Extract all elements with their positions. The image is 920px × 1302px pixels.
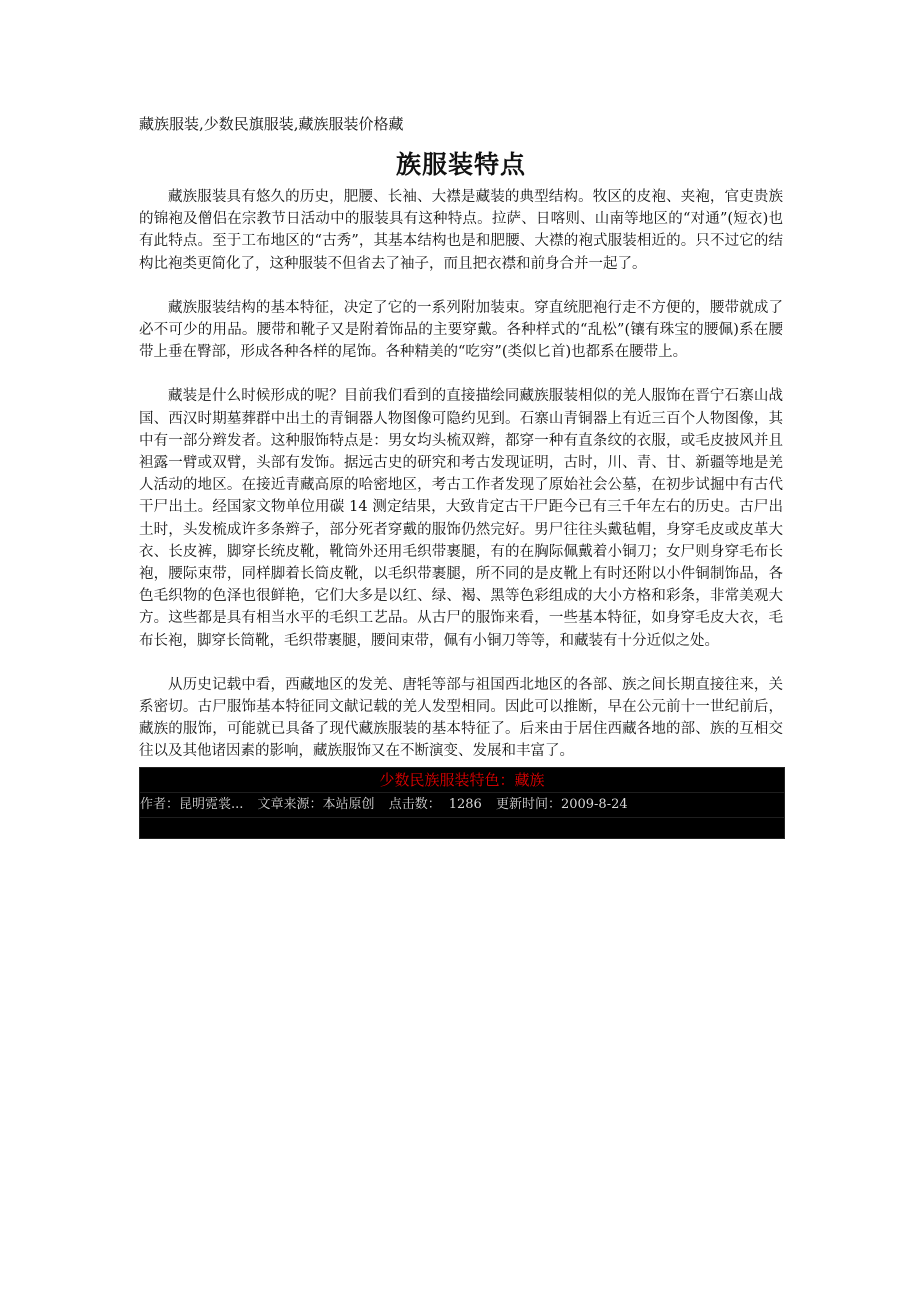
info-box-meta xyxy=(140,793,784,818)
info-box-empty-row xyxy=(140,818,784,838)
author-label: 作者：昆明霓裳... xyxy=(140,796,244,812)
click-count xyxy=(389,797,482,812)
document-page xyxy=(139,112,783,839)
paragraph-4: 从历史记载中看，西藏地区的发羌、唐牦等部与祖国西北地区的各部、族之间长期直接往来，关系密切。古尸服饰基本特征同文献记载的羌人发型相同。因此可以推断，早在公元前十一世纪前后，藏族的服饰，可能就已具备了现代藏族服装的基本特征了。后来由于居住西藏各地的部、族的互相交往以及其他诸因素的影响，藏族服饰又在不断演变、发展和丰富了。 xyxy=(139,676,783,760)
info-box-title[interactable]: 少数民族服装特色：藏族 xyxy=(140,768,784,793)
page-title: 族服装特点 xyxy=(395,150,526,179)
article-body xyxy=(139,186,783,763)
article-info-box xyxy=(139,767,785,839)
paragraph-3: 藏装是什么时候形成的呢？目前我们看到的直接描绘同藏族服装相似的羌人服饰在晋宁石寨山战国、西汉时期墓葬群中出土的青铜器人物图像可隐约见到。石寨山青铜器上有近三百个人物图像，其中有一部分辫发者。这种服饰特点是：男女均头梳双辫，都穿一种有直条纹的衣服，或毛皮披风并且袒露一臂或双臂，头部有发饰。据远古史的研究和考古发现证明，古时，川、青、甘、新疆等地是羌人活动的地区。在接近青藏高原的哈密地区，考古工作者发现了原始社会公墓，在初步试掘中有古代干尸出土。经国家文物单位用碳 14 测定结果，大致肯定古干尸距今已有三千年左右的历史。古尸出土时，头发梳成许多条辫子，部分死者穿戴的服饰仍然完好。男尸往往头戴毡帽，身穿毛皮或皮革大衣、长皮裤，脚穿长统皮靴，靴筒外还用毛织带裹腿，有的在胸际佩戴着小铜刀；女尸则身穿毛布长袍，腰际束带，同样脚着长筒皮靴，以毛织带裹腿，所不同的是皮靴上有时还附以小件铜制饰品，各色毛织物的色泽也很鲜艳，它们大多是以红、绿、褐、黑等色彩组成的大小方格和彩条，非常美观大方。这些都是具有相当水平的毛织工艺品。从古尸的服饰来看，一些基本特征，如身穿毛皮大衣，毛布长袍，脚穿长筒靴，毛织带裹腿，腰间束带，佩有小铜刀等等，和藏装有十分近似之处。 xyxy=(139,388,783,649)
click-count-value: 1286 xyxy=(448,796,482,812)
paragraph-2: 藏族服装结构的基本特征，决定了它的一系列附加装束。穿直统肥袍行走不方便的，腰带就成了必不可少的用品。腰带和靴子又是附着饰品的主要穿戴。各种样式的“乱松”(镶有珠宝的腰佩)系在腰带上垂在臀部，形成各种各样的尾饰。各种精美的“吃穷”(类似匕首)也都系在腰带上。 xyxy=(139,299,783,361)
update-time: 更新时间：2009-8-24 xyxy=(495,796,628,812)
source-label: 文章来源：本站原创 xyxy=(257,796,375,812)
paragraph-1: 藏族服装具有悠久的历史，肥腰、长袖、大襟是藏装的典型结构。牧区的皮袍、夹袍，官吏贵族的锦袍及僧侣在宗教节日活动中的服装具有这种特点。拉萨、日喀则、山南等地区的“对通”(短衣)也有此特点。至于工布地区的“古秀”，其基本结构也是和肥腰、大襟的袍式服装相近的。只不过它的结构比袍类更简化了，这种服装不但省去了袖子，而且把衣襟和前身合并一起了。 xyxy=(139,189,783,272)
click-count-label: 点击数： xyxy=(388,796,441,812)
breadcrumb: 藏族服装,少数民旗服装,藏族服装价格藏 xyxy=(139,115,404,133)
